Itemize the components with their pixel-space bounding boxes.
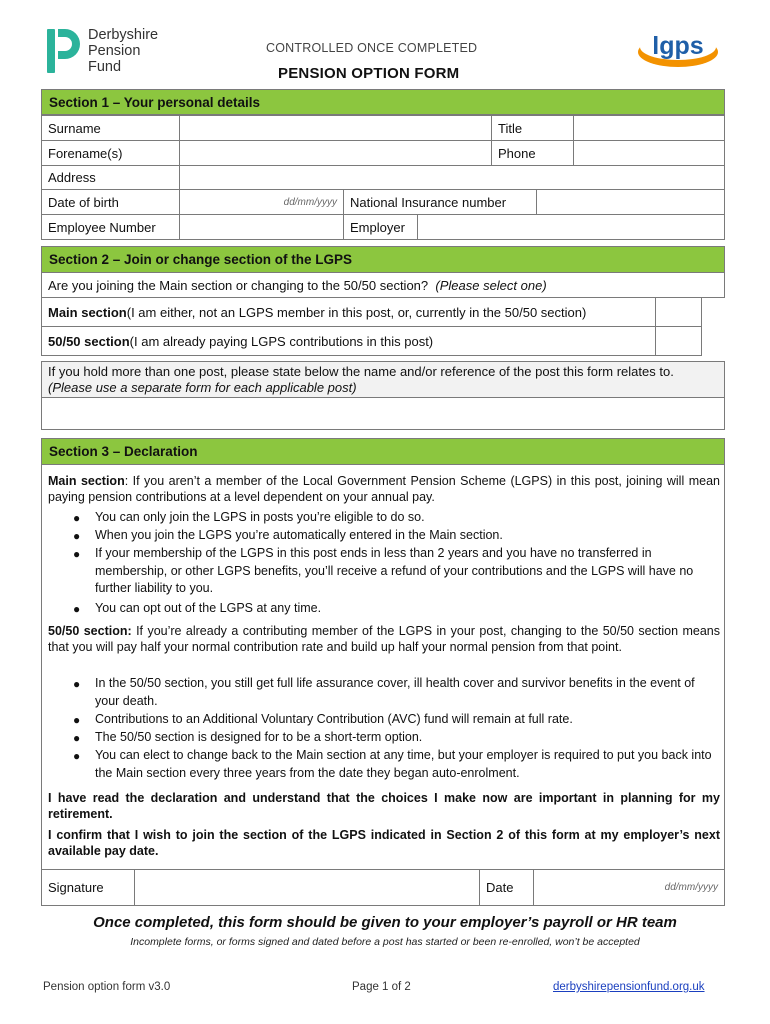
fifty-section-checkbox[interactable] [655, 326, 702, 356]
dob-input[interactable]: dd/mm/yyyy [179, 189, 344, 215]
submission-instruction: Once completed, this form should be given to your employer’s payroll or HR team [93, 914, 677, 931]
employee-number-label: Employee Number [41, 214, 180, 240]
bullet-icon: ● [73, 547, 81, 561]
fifty-section-option-text: (I am already paying LGPS contributions in this post) [129, 333, 434, 349]
lgps-logo-text: lgps [652, 32, 704, 60]
ni-label: National Insurance number [343, 189, 537, 215]
main-section-option-text: (I am either, not an LGPS member in this post, or, currently in the 50/50 section) [126, 304, 587, 320]
lgps-logo [637, 30, 719, 70]
title-label: Title [491, 115, 574, 141]
bullet-icon: ● [73, 713, 81, 727]
page-title: PENSION OPTION FORM [278, 65, 460, 82]
signature-input[interactable] [134, 869, 480, 906]
bullet-icon: ● [73, 749, 81, 763]
form-version: Pension option form v3.0 [43, 981, 171, 993]
fifty-section-declaration-text: If you’re already a contributing member of the LGPS in your post, changing to the 50/50 section means that you will pay half your normal contribution rate and build up half your normal pension from that point. [48, 624, 720, 654]
main-section-declaration-text: : If you aren’t a member of the Local Government Pension Scheme (LGPS) in this post, joining will mean paying pension contributions at a level dependent on your annual pay. [48, 474, 720, 504]
read-declaration-statement: I have read the declaration and understand that the choices I make now are important in planning for my retirement. [48, 791, 720, 821]
employer-label: Employer [343, 214, 418, 240]
bullet-icon: ● [73, 529, 81, 543]
main-bullet-2: When you join the LGPS you’re automatically entered in the Main section. [95, 528, 503, 542]
logo-line-2: Pension [88, 43, 141, 59]
multi-post-note: (Please use a separate form for each applicable post) [48, 380, 357, 395]
main-section-option-title: Main section [48, 304, 127, 320]
page-number: Page 1 of 2 [352, 981, 411, 993]
forenames-label: Forename(s) [41, 140, 180, 166]
surname-input[interactable] [179, 115, 492, 141]
section-question-text: Are you joining the Main section or changing to the 50/50 section? [48, 277, 429, 293]
multi-post-text: If you hold more than one post, please state below the name and/or reference of the post this form relates to. [48, 364, 674, 379]
bullet-icon: ● [73, 677, 81, 691]
main-bullet-1: You can only join the LGPS in posts you’re eligible to do so. [95, 510, 425, 524]
section-1-heading: Section 1 – Your personal details [41, 89, 725, 115]
controlled-notice: CONTROLLED ONCE COMPLETED [266, 41, 478, 55]
title-input[interactable] [573, 115, 725, 141]
main-section-checkbox[interactable] [655, 297, 702, 327]
multi-post-instructions [41, 361, 725, 398]
website-link[interactable]: derbyshirepensionfund.org.uk [553, 981, 705, 993]
logo-line-1: Derbyshire [88, 27, 159, 43]
employer-input[interactable] [417, 214, 725, 240]
logo-mark-bar [47, 29, 55, 73]
phone-input[interactable] [573, 140, 725, 166]
address-label: Address [41, 165, 180, 190]
logo-mark-curve [58, 29, 80, 59]
fifty-section-option [41, 326, 656, 356]
section-question-note: (Please select one) [435, 277, 547, 293]
address-input[interactable] [179, 165, 725, 190]
date-input[interactable]: dd/mm/yyyy [533, 869, 725, 906]
section-2-heading: Section 2 – Join or change section of the LGPS [41, 246, 725, 273]
confirm-statement: I confirm that I wish to join the section of the LGPS indicated in Section 2 of this form at my employer’s next available pay date. [48, 828, 720, 858]
logo-text [88, 27, 158, 75]
fifty-bullet-3: The 50/50 section is designed for to be a short-term option. [95, 730, 423, 744]
main-bullet-4: You can opt out of the LGPS at any time. [95, 601, 322, 615]
acceptance-warning: Incomplete forms, or forms signed and dated before a post has started or been re-enrolled, won’t be accepted [130, 936, 640, 948]
main-section-declaration [48, 473, 720, 505]
fifty-section-declaration [48, 623, 720, 655]
ni-input[interactable] [536, 189, 725, 215]
fifty-section-option-title: 50/50 section [48, 333, 130, 349]
fifty-bullet-4: You can elect to change back to the Main section at any time, but your employer is required to put you back into the Main section every three years from the date they began auto-enrolment. [95, 748, 712, 780]
main-section-declaration-title: Main section [48, 474, 125, 488]
date-label: Date [479, 869, 534, 906]
section-question [41, 272, 725, 298]
fifty-bullet-1: In the 50/50 section, you still get full life assurance cover, ill health cover and survivor benefits in the event of your death. [95, 676, 695, 708]
bullet-icon: ● [73, 731, 81, 745]
fifty-section-declaration-title: 50/50 section: [48, 624, 132, 638]
employee-number-input[interactable] [179, 214, 344, 240]
surname-label: Surname [41, 115, 180, 141]
logo-line-3: Fund [88, 59, 122, 75]
section-3-heading: Section 3 – Declaration [41, 438, 725, 465]
phone-label: Phone [491, 140, 574, 166]
dob-label: Date of birth [41, 189, 180, 215]
main-bullet-3: If your membership of the LGPS in this post ends in less than 2 years and you have no transferred in membership, or other LGPS benefits, you’ll receive a refund of your contributions and the LGPS will have no further liability to you. [95, 546, 694, 595]
main-section-option [41, 297, 656, 327]
bullet-icon: ● [73, 602, 81, 616]
forenames-input[interactable] [179, 140, 492, 166]
signature-label: Signature [41, 869, 135, 906]
post-reference-input[interactable] [41, 397, 725, 430]
fifty-bullet-2: Contributions to an Additional Voluntary Contribution (AVC) fund will remain at full rate. [95, 712, 573, 726]
bullet-icon: ● [73, 511, 81, 525]
